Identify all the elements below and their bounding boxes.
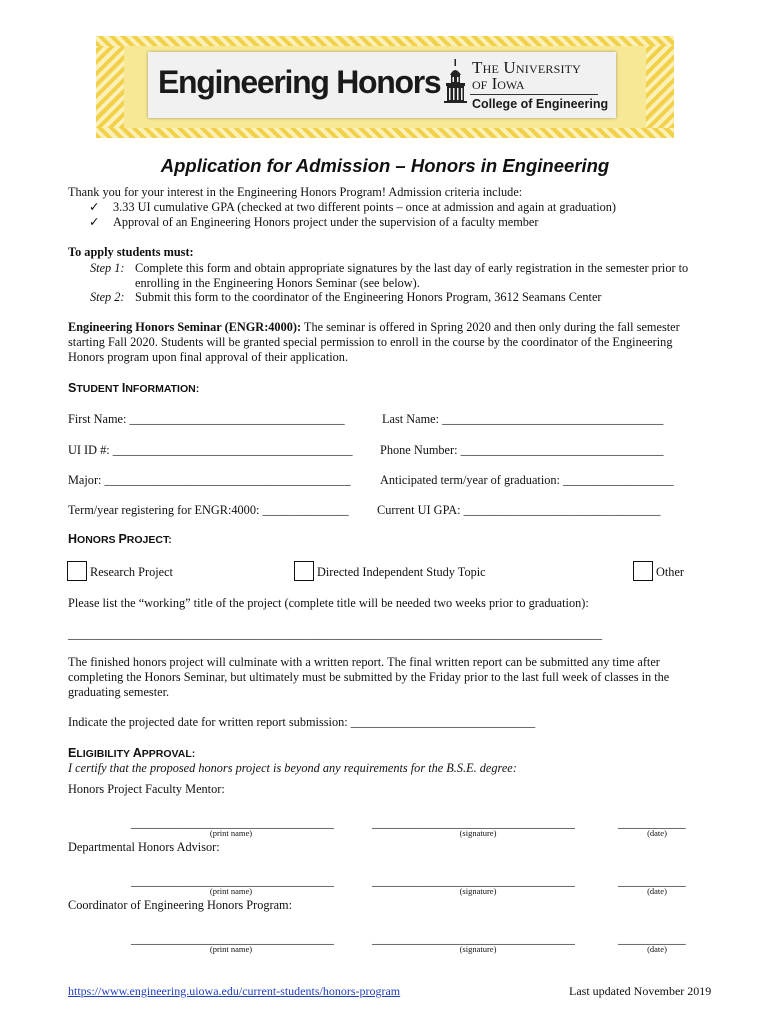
signature-caption: (signature): [459, 944, 497, 954]
intro-text: Thank you for your interest in the Engineering Honors Program! Admission criteria include:: [68, 185, 523, 199]
signature-field[interactable]: _________________________________: [372, 874, 575, 888]
honors-program-link[interactable]: https://www.engineering.uiowa.edu/current-students/honors-program: [68, 984, 401, 998]
signer-label: Departmental Honors Advisor:: [68, 840, 220, 854]
college-name: College of Engineering: [472, 97, 609, 111]
seminar-text: starting Fall 2020. Students will be granted special permission to enroll in the course by the coordinator of the Engineering: [68, 335, 673, 349]
step-text: enrolling in the Engineering Honors Seminar (see below).: [135, 276, 420, 290]
signature-caption: (signature): [459, 886, 497, 896]
ui-id-field[interactable]: UI ID #: _______________________________________: [68, 443, 353, 457]
research-project-label: Research Project: [90, 565, 173, 579]
last-updated-text: Last updated November 2019: [569, 984, 712, 998]
report-text: completing the Honors Seminar, but ultimately must be submitted by the Friday prior to the last full week of classes in the: [68, 670, 670, 684]
step-label: Step 2:: [90, 290, 125, 304]
signature-field[interactable]: _________________________________: [372, 816, 575, 830]
print-name-caption: (print name): [209, 944, 253, 954]
seminar-paragraph: [68, 320, 680, 335]
other-checkbox[interactable]: [633, 561, 653, 581]
print-name-caption: (print name): [209, 886, 253, 896]
independent-study-label: Directed Independent Study Topic: [317, 565, 486, 579]
signature-caption: (signature): [459, 828, 497, 838]
print-name-field[interactable]: _________________________________: [131, 932, 334, 946]
report-text: graduating semester.: [68, 685, 170, 699]
independent-study-checkbox[interactable]: [294, 561, 314, 581]
first-name-field[interactable]: First Name: ___________________________________: [68, 412, 345, 426]
criteria-item: Approval of an Engineering Honors project under the supervision of a faculty member: [113, 215, 539, 229]
print-name-field[interactable]: _________________________________: [131, 816, 334, 830]
project-title-field[interactable]: _________________________________________________________________________________________: [68, 627, 602, 641]
seminar-text: Honors program upon final approval of their application.: [68, 350, 349, 364]
term-registering-field[interactable]: Term/year registering for ENGR:4000: ______________: [68, 503, 349, 517]
major-field[interactable]: Major: ________________________________________: [68, 473, 351, 487]
signer-label: Honors Project Faculty Mentor:: [68, 782, 225, 796]
graduation-field[interactable]: Anticipated term/year of graduation: __________________: [380, 473, 674, 487]
print-name-caption: (print name): [209, 828, 253, 838]
signature-field[interactable]: _________________________________: [372, 932, 575, 946]
date-field[interactable]: ___________: [618, 874, 686, 888]
checkmark-icon: ✓: [89, 215, 100, 229]
step-label: Step 1:: [90, 261, 125, 275]
section-heading-honors-project: HONORS PROJECT:: [68, 532, 172, 546]
report-text: The finished honors project will culminate with a written report. The final written report can be submitted any time after: [68, 655, 660, 669]
date-field[interactable]: ___________: [618, 816, 686, 830]
date-caption: (date): [647, 944, 667, 954]
phone-field[interactable]: Phone Number: _________________________________: [380, 443, 664, 457]
date-field[interactable]: ___________: [618, 932, 686, 946]
old-capitol-icon: [444, 59, 468, 103]
header-banner: [96, 36, 674, 138]
date-caption: (date): [647, 828, 667, 838]
criteria-item: 3.33 UI cumulative GPA (checked at two different points – once at admission and again at graduation): [113, 200, 617, 214]
signer-label: Coordinator of Engineering Honors Program:: [68, 898, 293, 912]
seminar-label: Engineering Honors Seminar (ENGR:4000):: [68, 320, 302, 334]
seminar-text: The seminar is offered in Spring 2020 and then only during the fall semester: [301, 320, 680, 334]
logo-panel: [148, 52, 616, 118]
print-name-field[interactable]: _________________________________: [131, 874, 334, 888]
university-name-2: of Iowa: [472, 74, 525, 93]
step-text: Submit this form to the coordinator of the Engineering Honors Program, 3612 Seamans Center: [135, 290, 602, 304]
section-heading-eligibility: ELIGIBILITY APPROVAL:: [68, 746, 196, 760]
certify-statement: I certify that the proposed honors project is beyond any requirements for the B.S.E. degree:: [68, 761, 517, 775]
research-project-checkbox[interactable]: [67, 561, 87, 581]
section-heading-student-info: STUDENT INFORMATION:: [68, 381, 200, 395]
step-text: Complete this form and obtain appropriate signatures by the last day of early registration in the semester prior to: [135, 261, 689, 275]
page-title: Application for Admission – Honors in Engineering: [160, 155, 610, 176]
other-label: Other: [656, 565, 684, 579]
university-name: The University: [472, 58, 582, 77]
logo-divider: [470, 94, 598, 95]
steps-heading: To apply students must:: [68, 245, 194, 259]
date-caption: (date): [647, 886, 667, 896]
checkmark-icon: ✓: [89, 200, 100, 214]
submission-date-field[interactable]: Indicate the projected date for written report submission: ______________________________: [68, 715, 536, 729]
gpa-field[interactable]: Current UI GPA: ________________________________: [377, 503, 661, 517]
last-name-field[interactable]: Last Name: ____________________________________: [382, 412, 664, 426]
brand-title: Engineering Honors: [158, 64, 441, 100]
project-title-prompt: Please list the “working” title of the project (complete title will be needed two weeks prior to graduation):: [68, 596, 589, 610]
